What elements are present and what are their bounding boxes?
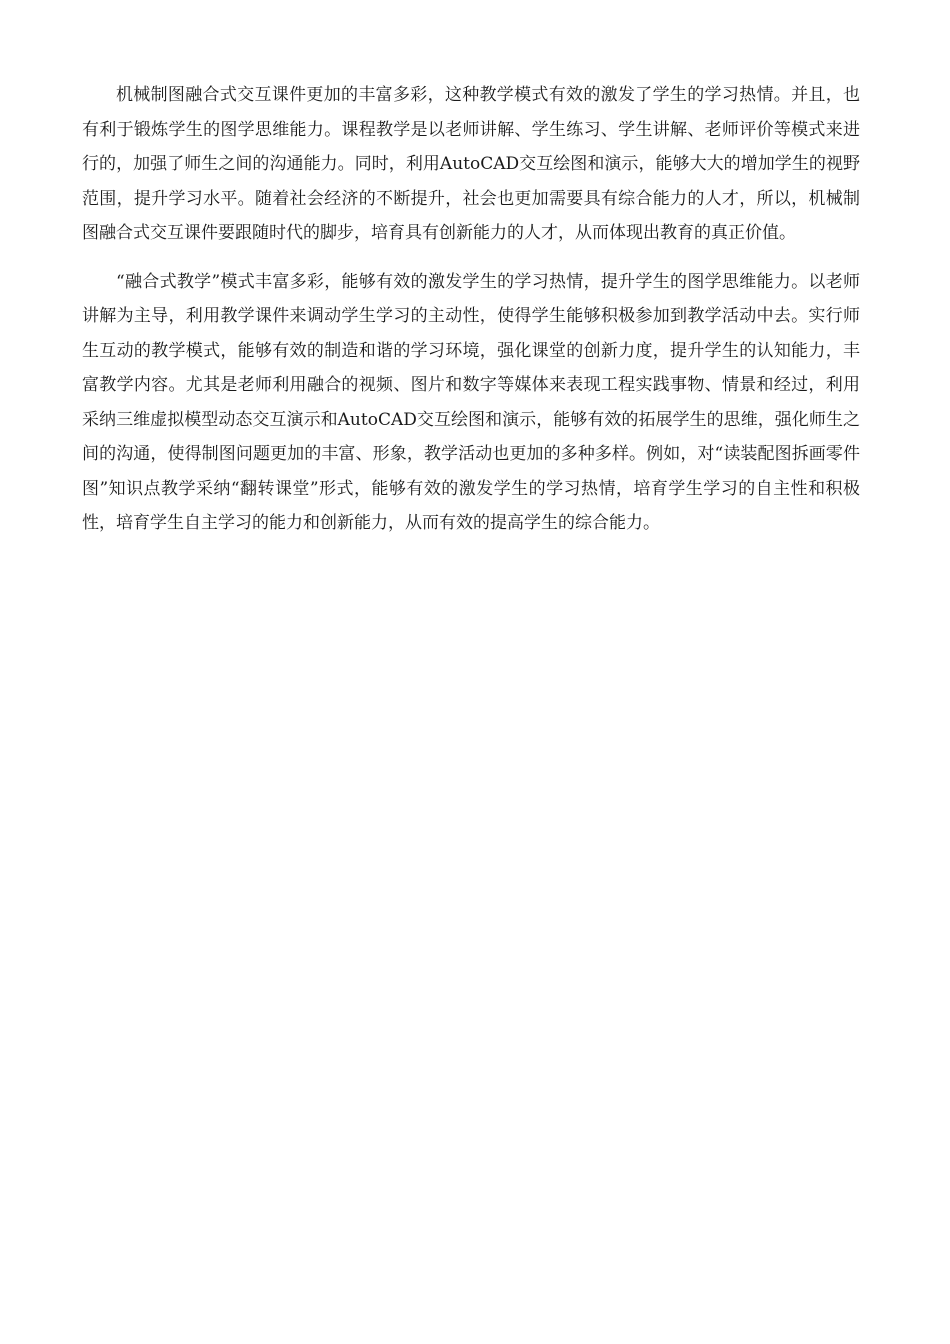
document-body bbox=[82, 78, 860, 541]
paragraph-2: “融合式教学”模式丰富多彩，能够有效的激发学生的学习热情，提升学生的图学思维能力。以老师讲解为主导，利用教学课件来调动学生学习的主动性，使得学生能够积极参加到教学活动中去。实行师生互动的教学模式，能够有效的制造和谐的学习环境，强化课堂的创新力度，提升学生的认知能力，丰富教学内容。尤其是老师利用融合的视频、图片和数字等媒体来表现工程实践事物、情景和经过，利用采纳三维虚拟模型动态交互演示和AutoCAD交互绘图和演示，能够有效的拓展学生的思维，强化师生之间的沟通，使得制图问题更加的丰富、形象，教学活动也更加的多种多样。例如，对“读装配图拆画零件图”知识点教学采纳“翻转课堂”形式，能够有效的激发学生的学习热情，培育学生学习的自主性和积极性，培育学生自主学习的能力和创新能力，从而有效的提高学生的综合能力。 bbox=[82, 271, 860, 533]
paragraph-1: 机械制图融合式交互课件更加的丰富多彩，这种教学模式有效的激发了学生的学习热情。并且，也有利于锻炼学生的图学思维能力。课程教学是以老师讲解、学生练习、学生讲解、老师评价等模式来进行的，加强了师生之间的沟通能力。同时，利用AutoCAD交互绘图和演示，能够大大的增加学生的视野范围，提升学习水平。随着社会经济的不断提升，社会也更加需要具有综合能力的人才，所以，机械制图融合式交互课件要跟随时代的脚步，培育具有创新能力的人才，从而体现出教育的真正价值。 bbox=[82, 85, 860, 243]
